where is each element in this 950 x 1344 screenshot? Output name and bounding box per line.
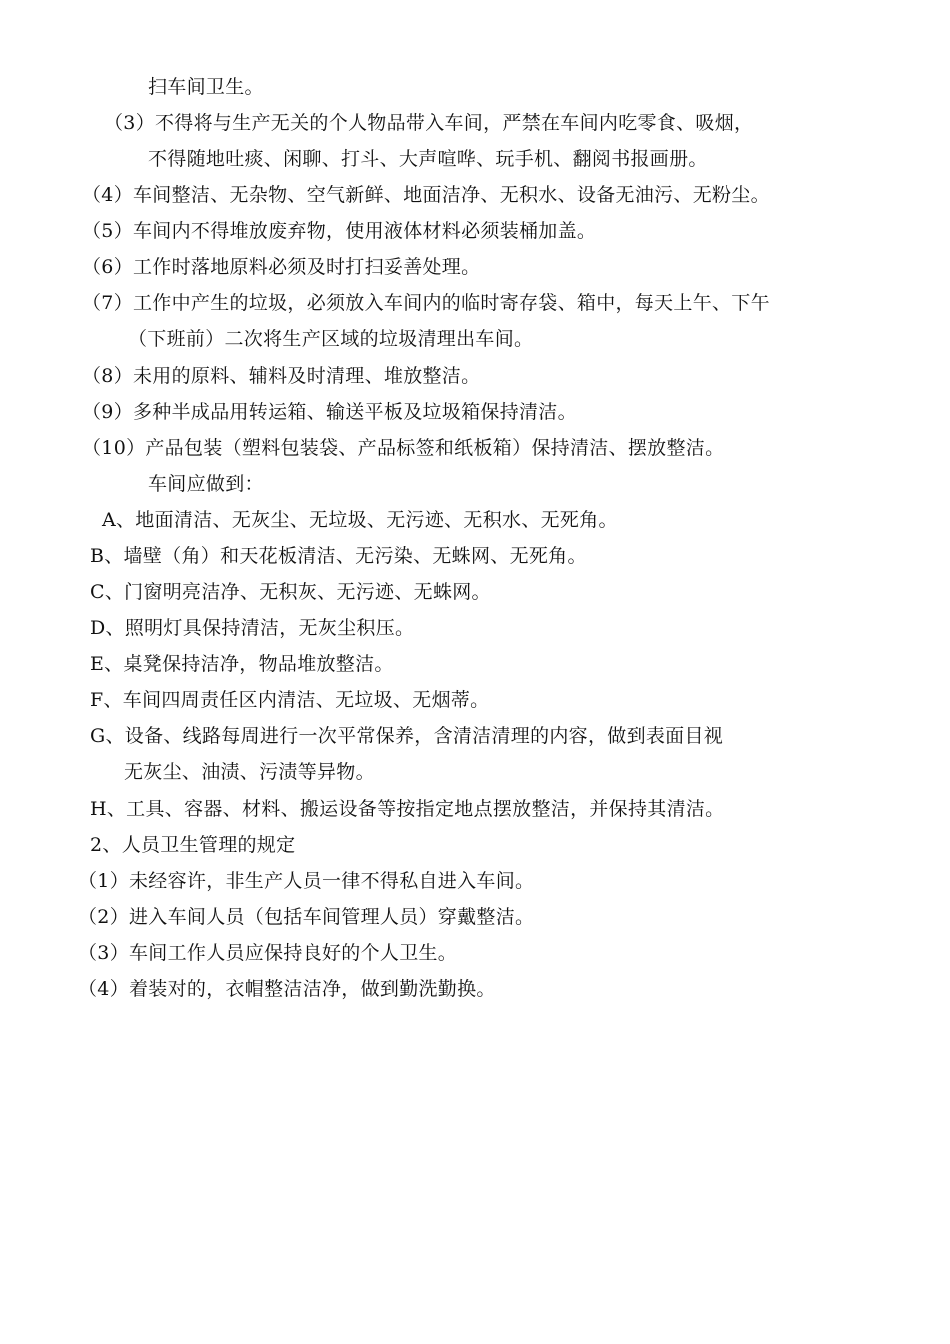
text-line: （10）产品包装（塑料包装袋、产品标签和纸板箱）保持清洁、摆放整洁。 xyxy=(82,437,725,459)
text-line: （2）进入车间人员（包括车间管理人员）穿戴整洁。 xyxy=(78,906,535,928)
text-line: H、工具、容器、材料、搬运设备等按指定地点摆放整洁，并保持其清洁。 xyxy=(90,798,725,820)
text-line: 2、人员卫生管理的规定 xyxy=(90,834,296,856)
text-line: （9）多种半成品用转运箱、输送平板及垃圾箱保持清洁。 xyxy=(82,401,577,423)
text-line: （3）不得将与生产无关的个人物品带入车间，严禁在车间内吃零食、吸烟， xyxy=(104,112,754,134)
text-line: F、车间四周责任区内清洁、无垃圾、无烟蒂。 xyxy=(90,689,490,711)
text-line: （3）车间工作人员应保持良好的个人卫生。 xyxy=(78,942,458,964)
text-line: 车间应做到： xyxy=(148,473,264,495)
text-line: （4）着装对的，衣帽整洁洁净，做到勤洗勤换。 xyxy=(78,978,496,1000)
text-line: A、地面清洁、无灰尘、无垃圾、无污迹、无积水、无死角。 xyxy=(102,509,618,531)
text-line: G、设备、线路每周进行一次平常保养，含清洁清理的内容，做到表面目视 xyxy=(90,725,724,747)
text-line: （1）未经容许，非生产人员一律不得私自进入车间。 xyxy=(78,870,535,892)
text-line: （8）未用的原料、辅料及时清理、堆放整洁。 xyxy=(82,365,481,387)
text-line: C、门窗明亮洁净、无积灰、无污迹、无蛛网。 xyxy=(90,581,491,603)
text-line: D、照明灯具保持清洁，无灰尘积压。 xyxy=(90,617,415,639)
text-line: （4）车间整洁、无杂物、空气新鲜、地面洁净、无积水、设备无油污、无粉尘。 xyxy=(82,184,770,206)
text-line: （6）工作时落地原料必须及时打扫妥善处理。 xyxy=(82,256,481,278)
text-line: （下班前）二次将生产区域的垃圾清理出车间。 xyxy=(128,328,534,350)
text-line: E、桌凳保持洁净，物品堆放整洁。 xyxy=(90,653,394,675)
text-line: （7）工作中产生的垃圾，必须放入车间内的临时寄存袋、箱中，每天上午、下午 xyxy=(82,292,770,314)
text-line: B、墙壁（角）和天花板清洁、无污染、无蛛网、无死角。 xyxy=(90,545,587,567)
text-line: （5）车间内不得堆放废弃物，使用液体材料必须装桶加盖。 xyxy=(82,220,597,242)
text-line: 无灰尘、油渍、污渍等异物。 xyxy=(124,761,375,783)
text-line: 不得随地吐痰、闲聊、打斗、大声喧哗、玩手机、翻阅书报画册。 xyxy=(148,148,708,170)
text-line: 扫车间卫生。 xyxy=(148,76,264,98)
